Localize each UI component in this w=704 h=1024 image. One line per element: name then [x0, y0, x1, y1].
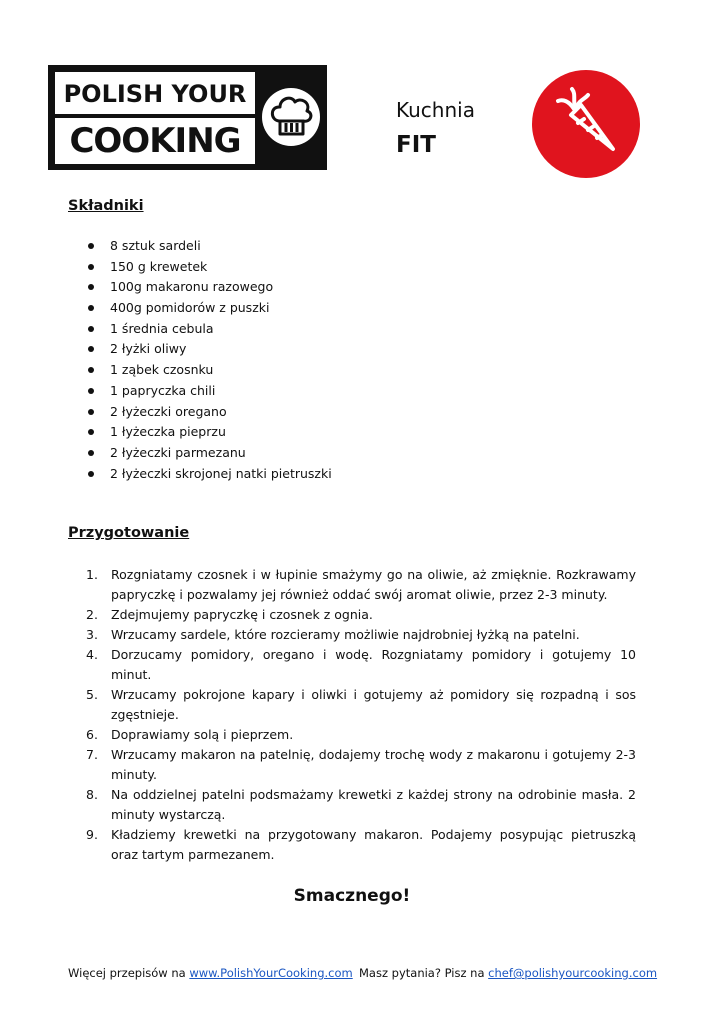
brand-logo — [48, 65, 327, 170]
ingredient-item: 1 papryczka chili — [68, 381, 332, 402]
step-text: Dorzucamy pomidory, oregano i wodę. Rozgniatamy pomidory i gotujemy 10 minut. — [111, 647, 636, 682]
ingredients-heading: Składniki — [68, 198, 144, 214]
category-fit-label: FIT — [396, 132, 436, 158]
ingredient-item: 1 średnia cebula — [68, 319, 332, 340]
step-item — [68, 605, 636, 625]
closing-text: Smacznego! — [293, 886, 411, 906]
step-text: Rozgniatamy czosnek i w łupinie smażymy go na oliwie, aż zmięknie. Rozkrawamy papryczkę i pozwalamy jej również oddać swój aromat oliwie, przez 2-3 minuty. — [111, 567, 636, 602]
step-item — [68, 745, 636, 785]
step-number: 9. — [86, 827, 98, 842]
preparation-heading: Przygotowanie — [68, 525, 190, 541]
ingredients-list — [68, 236, 332, 484]
step-item — [68, 785, 636, 825]
step-number: 5. — [86, 687, 98, 702]
logo-line-2: COOKING — [55, 118, 255, 164]
step-number: 6. — [86, 727, 98, 742]
ingredient-item: 8 sztuk sardeli — [68, 236, 332, 257]
footer-more-recipes — [68, 966, 353, 980]
chef-hat-icon — [261, 85, 321, 149]
step-number: 3. — [86, 627, 98, 642]
step-number: 7. — [86, 747, 98, 762]
footer-right-text: Masz pytania? Pisz na — [359, 966, 489, 980]
footer-left-text: Więcej przepisów na — [68, 966, 190, 980]
website-link[interactable]: www.PolishYourCooking.com — [189, 966, 353, 980]
ingredient-item: 400g pomidorów z puszki — [68, 298, 332, 319]
step-item — [68, 645, 636, 685]
step-item — [68, 625, 636, 645]
step-number: 2. — [86, 607, 98, 622]
ingredient-item: 2 łyżeczki skrojonej natki pietruszki — [68, 464, 332, 485]
carrot-icon — [531, 69, 641, 179]
step-item — [68, 825, 636, 865]
step-text: Kładziemy krewetki na przygotowany makaron. Podajemy posypując pietruszką oraz tartym parmezanem. — [111, 827, 636, 862]
step-number: 4. — [86, 647, 98, 662]
step-text: Doprawiamy solą i pieprzem. — [111, 727, 294, 742]
step-text: Wrzucamy sardele, które rozcieramy możliwie najdrobniej łyżką na patelni. — [111, 627, 580, 642]
step-number: 1. — [86, 567, 98, 582]
ingredient-item: 2 łyżeczki oregano — [68, 402, 332, 423]
step-text: Wrzucamy makaron na patelnię, dodajemy trochę wody z makaronu i gotujemy 2-3 minuty. — [111, 747, 636, 782]
step-text: Na oddzielnej patelni podsmażamy krewetki z każdej strony na odrobinie masła. 2 minuty wystarczą. — [111, 787, 636, 822]
category-label: Kuchnia — [396, 98, 475, 122]
ingredient-item: 2 łyżeczki parmezanu — [68, 443, 332, 464]
footer-contact — [359, 966, 657, 980]
step-item — [68, 685, 636, 725]
step-item — [68, 565, 636, 605]
preparation-steps — [68, 565, 636, 865]
ingredient-item: 1 łyżeczka pieprzu — [68, 422, 332, 443]
ingredient-item: 150 g krewetek — [68, 257, 332, 278]
logo-line-1: POLISH YOUR — [55, 72, 255, 114]
step-text: Wrzucamy pokrojone kapary i oliwki i gotujemy aż pomidory się rozpadną i sos zgęstnieje. — [111, 687, 636, 722]
email-link[interactable]: chef@polishyourcooking.com — [488, 966, 658, 980]
step-item — [68, 725, 636, 745]
step-number: 8. — [86, 787, 98, 802]
step-text: Zdejmujemy papryczkę i czosnek z ognia. — [111, 607, 373, 622]
ingredient-item: 100g makaronu razowego — [68, 277, 332, 298]
ingredient-item: 2 łyżki oliwy — [68, 339, 332, 360]
ingredient-item: 1 ząbek czosnku — [68, 360, 332, 381]
